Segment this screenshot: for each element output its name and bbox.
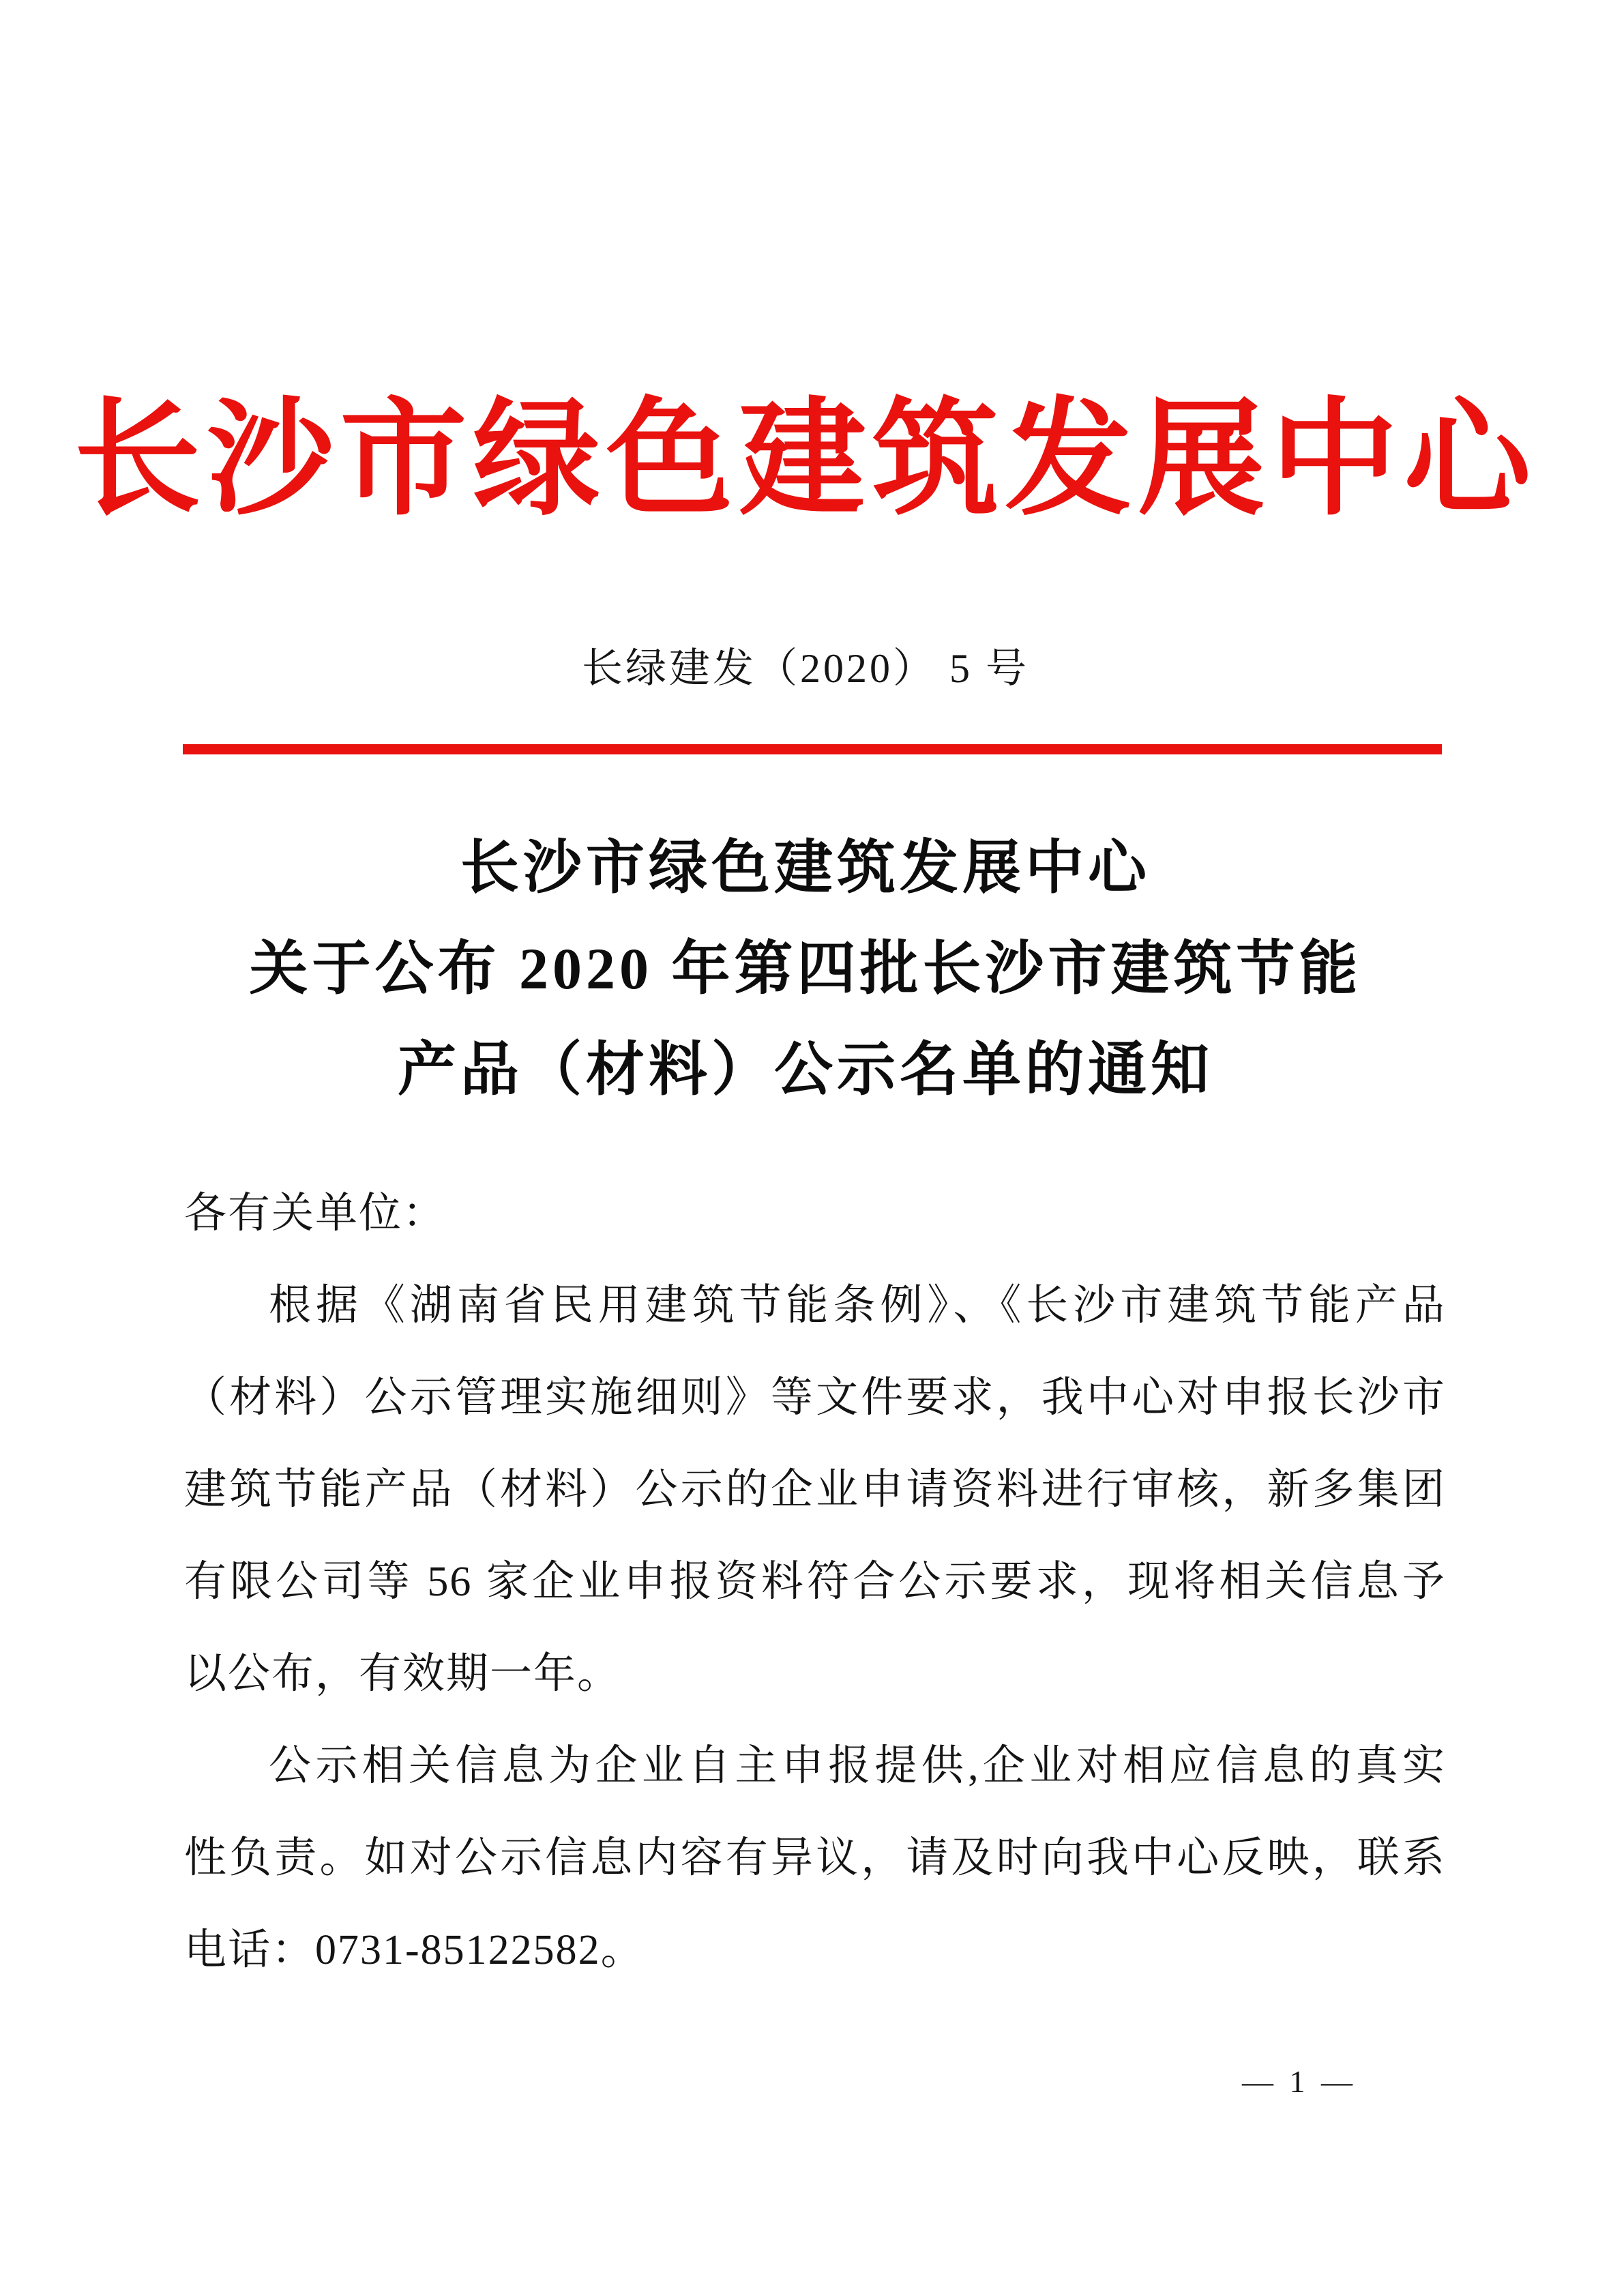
paragraph1-line-1: 根据《湖南省民用建筑节能条例》、《长沙市建筑节能产品 bbox=[269, 1282, 1446, 1329]
notice-body bbox=[184, 1168, 1446, 1997]
paragraph2-line-3: 电话：0731-85122582。 bbox=[184, 1927, 645, 1973]
paragraph1-line-5: 以公布，有效期一年。 bbox=[184, 1651, 621, 1697]
red-divider-rule bbox=[183, 744, 1442, 754]
paragraph1-line-4: 有限公司等 56 家企业申报资料符合公示要求，现将相关信息予 bbox=[184, 1559, 1446, 1605]
notice-title bbox=[0, 817, 1611, 1120]
page-number: — 1 — bbox=[1242, 2064, 1357, 2099]
notice-title-line-3: 产品（材料）公示名单的通知 bbox=[398, 1037, 1213, 1102]
letterhead-agency-title: 长沙市绿色建筑发展中心 bbox=[74, 390, 1537, 531]
notice-title-line-2: 关于公布 2020 年第四批长沙市建筑节能 bbox=[249, 936, 1362, 1001]
paragraph2-line-2: 性负责。如对公示信息内容有异议，请及时向我中心反映，联系 bbox=[184, 1835, 1446, 1881]
paragraph2-line-1: 公示相关信息为企业自主申报提供,企业对相应信息的真实 bbox=[269, 1743, 1446, 1789]
document-number: 长绿建发（2020） 5 号 bbox=[582, 646, 1029, 691]
paragraph1-line-3: 建筑节能产品（材料）公示的企业申请资料进行审核，新多集团 bbox=[184, 1467, 1446, 1513]
paragraph1-line-2: （材料）公示管理实施细则》等文件要求，我中心对申报长沙市 bbox=[184, 1374, 1446, 1421]
notice-title-line-1: 长沙市绿色建筑发展中心 bbox=[460, 835, 1151, 900]
salutation: 各有关单位： bbox=[184, 1190, 447, 1237]
